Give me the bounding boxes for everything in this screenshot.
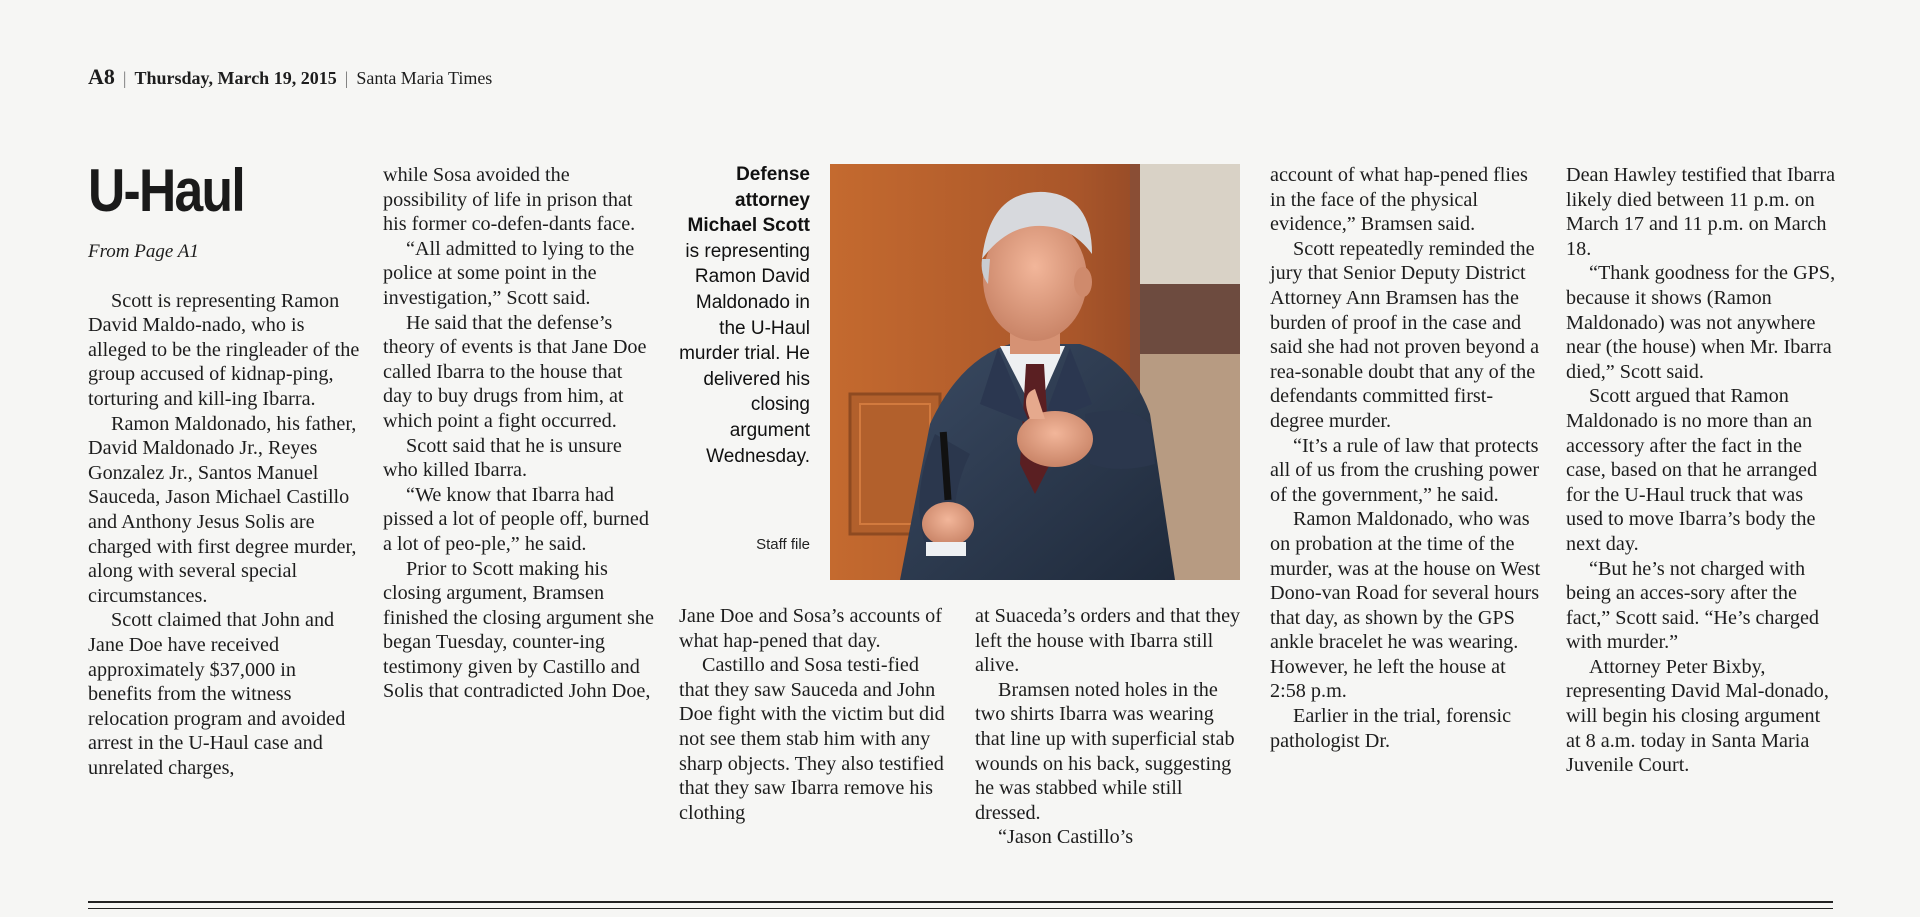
paragraph: while Sosa avoided the possibility of life in prison that his former co-defen-dants face. xyxy=(383,164,636,236)
paragraph: at Suaceda’s orders and that they left the house with Ibarra still alive. xyxy=(975,605,1241,677)
paragraph: Prior to Scott making his closing argument, Bramsen finished the closing argument she began Tuesday, counter-ing testimony given by Castillo and Solis that contradicted John Doe, xyxy=(383,557,654,703)
article-column-3 xyxy=(679,604,951,825)
photo-illustration xyxy=(830,164,1240,580)
paragraph: “We know that Ibarra had pissed a lot of people off, burned a lot of peo-ple,” he said. xyxy=(383,483,649,555)
newspaper-name: Santa Maria Times xyxy=(356,68,493,88)
photo-credit: Staff file xyxy=(756,536,810,553)
paragraph: Ramon Maldonado, his father, David Maldonado Jr., Reyes Gonzalez Jr., Santos Manuel Sauceda, Jason Michael Castillo and Anthony Jesus Solis are charged with first degree murder, along with several special circumstances. xyxy=(88,412,357,607)
jump-line: From Page A1 xyxy=(88,241,199,262)
paragraph: Scott repeatedly reminded the jury that Senior Deputy District Attorney Ann Bramsen has the burden of proof in the case and said she had not proven beyond a rea-sonable doubt that any of the defendants committed first-degree murder. xyxy=(1270,237,1540,432)
paragraph: Attorney Peter Bixby, representing David Mal-donado, will begin his closing argument at 8 a.m. today in Santa Maria Juvenile Court. xyxy=(1566,655,1829,777)
paragraph: “All admitted to lying to the police at some point in the investigation,” Scott said. xyxy=(383,237,635,309)
paragraph: Scott claimed that John and Jane Doe have received approximately $37,000 in benefits from the witness relocation program and avoided arrest in the U-Haul case and unrelated charges, xyxy=(88,609,346,779)
paragraph: “Jason Castillo’s xyxy=(998,826,1134,849)
paragraph: Ramon Maldonado, who was on probation at the time of the murder, was at the house on West Dono-van Road for several hours that day, as shown by the GPS ankle bracelet he was wearing. However, he left the house at 2:58 p.m. xyxy=(1270,508,1541,703)
paragraph: “But he’s not charged with being an acces-sory after the fact,” Scott said. “He’s charged with murder.” xyxy=(1566,557,1819,654)
paragraph: Scott said that he is unsure who killed Ibarra. xyxy=(383,434,622,482)
article-column-4 xyxy=(975,604,1247,850)
paragraph: Bramsen noted holes in the two shirts Ibarra was wearing that line up with superficial stab wounds on his back, suggesting he was stabbed while still dressed. xyxy=(975,678,1235,824)
photo-caption xyxy=(672,162,810,469)
paragraph: Castillo and Sosa testi-fied that they saw Sauceda and John Doe fight with the victim but did not see them stab him with any sharp objects. They also testified that they saw Ibarra remove his clothing xyxy=(679,654,945,824)
masthead-separator: | xyxy=(122,68,127,88)
article-column-2 xyxy=(383,163,655,704)
headline: U-Haul xyxy=(88,157,244,224)
caption-name: Defense attorney Michael Scott xyxy=(687,164,810,237)
paragraph: Scott argued that Ramon Maldonado is no more than an accessory after the fact in the case, based on that he arranged for the U-Haul truck that was used to move Ibarra’s body the next day. xyxy=(1566,385,1818,555)
page-number: A8 xyxy=(88,64,115,89)
masthead-separator: | xyxy=(344,68,349,88)
paragraph: “Thank goodness for the GPS, because it shows (Ramon Maldonado) was not anywhere near (the house) when Mr. Ibarra died,” Scott said. xyxy=(1566,262,1836,383)
paragraph: Dean Hawley testified that Ibarra likely died between 11 p.m. on March 17 and 11 p.m. on March 18. xyxy=(1566,164,1836,260)
paragraph: account of what hap-pened flies in the face of the physical evidence,” Bramsen said. xyxy=(1270,164,1528,236)
caption-text: is representing Ramon David Maldonado in the U-Haul murder trial. He delivered his closing argument Wednesday. xyxy=(679,240,810,467)
attorney-photo xyxy=(830,164,1240,580)
bottom-rule-thin xyxy=(88,908,1833,909)
paragraph: “It’s a rule of law that protects all of us from the crushing power of the government,” he said. xyxy=(1270,434,1540,506)
paragraph: Jane Doe and Sosa’s accounts of what hap-pened that day. xyxy=(679,605,942,652)
article-column-6 xyxy=(1566,163,1838,778)
masthead xyxy=(88,64,492,90)
paragraph: Scott is representing Ramon David Maldo-nado, who is alleged to be the ringleader of the group accused of kidnap-ping, torturing and kill-ing Ibarra. xyxy=(88,289,360,410)
article-column-5 xyxy=(1270,163,1542,753)
bottom-rule xyxy=(88,901,1833,903)
paragraph: Earlier in the trial, forensic pathologist Dr. xyxy=(1270,705,1512,752)
paragraph: He said that the defense’s theory of events is that Jane Doe called Ibarra to the house that day to buy drugs from him, at which point a fight occurred. xyxy=(383,311,647,432)
article-column-1 xyxy=(88,157,360,780)
publication-date: Thursday, March 19, 2015 xyxy=(134,68,337,88)
